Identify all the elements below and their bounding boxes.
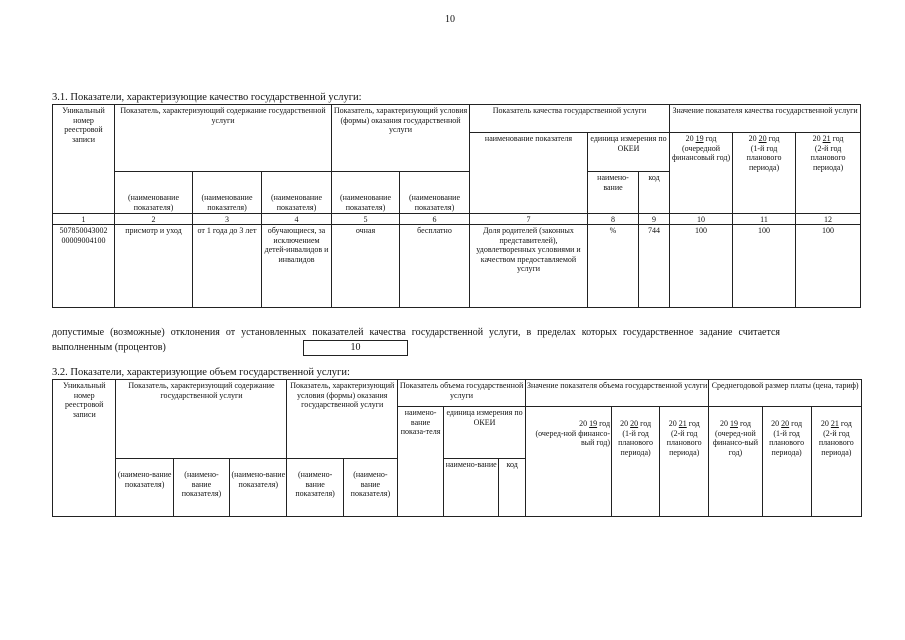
header-unit-okei: единица измерения по ОКЕИ [588, 133, 670, 172]
cell-condition-2: бесплатно [400, 225, 470, 308]
cell-value-year-2: 100 [733, 225, 796, 308]
header-fee-year-1: 20 19 год (очеред-ной финансо-вый год) [709, 407, 762, 517]
header-content: Показатель, характеризующий содержание государственной услуги [115, 105, 332, 172]
header-volume-year-3: 20 21 год (2-й год планового периода) [660, 407, 709, 517]
cell-content-3: обучающиеся, за исключением детей-инвалидов и инвалидов [262, 225, 332, 308]
header-indicator-name: наимено-вание показа-теля [398, 407, 444, 517]
col-number: 12 [796, 214, 861, 225]
cell-value-year-3: 100 [796, 225, 861, 308]
sub-name-2: (наименование показателя) [193, 172, 262, 214]
sub-name-4: (наимено-вание показателя) [287, 459, 343, 517]
col-number: 7 [470, 214, 588, 225]
sub-name-5: (наимено-вание показателя) [343, 459, 397, 517]
header-quality-value: Значение показателя качества государственной услуги [670, 105, 861, 133]
header-condition: Показатель, характеризующий условия (формы) оказания государственной услуги [332, 105, 470, 172]
registry-number: 507850043002 00009004100 [53, 225, 115, 308]
col-number: 9 [639, 214, 670, 225]
header-code: код [499, 459, 526, 517]
header-year-3: 20 21 год (2-й год планового периода) [796, 133, 861, 214]
sub-name-3: (наименование показателя) [262, 172, 332, 214]
col-number: 5 [332, 214, 400, 225]
col-number: 2 [115, 214, 193, 225]
cell-unit-code: 744 [639, 225, 670, 308]
col-number: 3 [193, 214, 262, 225]
header-condition: Показатель, характеризующий условия (формы) оказания государственной услуги [287, 380, 398, 459]
header-unit-name: наимено-вание [588, 172, 639, 214]
header-volume-indicator: Показатель объема государственной услуги [398, 380, 526, 407]
header-unique-number: Уникальный номер реестровой записи [53, 105, 115, 214]
quality-table [52, 104, 861, 308]
col-number: 11 [733, 214, 796, 225]
volume-table [52, 379, 862, 517]
deviation-text: допустимые (возможные) отклонения от установленных показателей качества государственной услуги, в пределах которых государственное задание считается выполненным (процентов) [52, 327, 780, 353]
header-indicator-name: наименование показателя [470, 133, 588, 214]
header-content: Показатель, характеризующий содержание государственной услуги [116, 380, 287, 459]
header-fee-year-2: 20 20 год (1-й год планового периода) [762, 407, 811, 517]
section-3-2-title: 3.2. Показатели, характеризующие объем государственной услуги: [52, 367, 350, 378]
col-number: 1 [53, 214, 115, 225]
deviation-value: 10 [303, 340, 408, 356]
cell-indicator-name: Доля родителей (законных представителей), удовлетворенных условиями и качеством предоставляемой услуги [470, 225, 588, 308]
section-3-1-title: 3.1. Показатели, характеризующие качество государственной услуги: [52, 92, 362, 103]
header-fee-year-3: 20 21 год (2-й год планового периода) [811, 407, 861, 517]
sub-name-1: (наимено-вание показателя) [116, 459, 173, 517]
cell-content-1: присмотр и уход [115, 225, 193, 308]
header-code: код [639, 172, 670, 214]
header-volume-year-1: 20 19 год (очеред-ной финансо-вый год) [526, 407, 612, 517]
col-number: 10 [670, 214, 733, 225]
sub-name-3: (наимено-вание показателя) [230, 459, 287, 517]
col-number: 8 [588, 214, 639, 225]
header-volume-year-2: 20 20 год (1-й год планового периода) [612, 407, 660, 517]
cell-condition-1: очная [332, 225, 400, 308]
header-unique-number: Уникальный номер реестровой записи [53, 380, 116, 517]
page-number: 10 [445, 14, 455, 25]
cell-unit-name: % [588, 225, 639, 308]
cell-value-year-1: 100 [670, 225, 733, 308]
header-fee: Среднегодовой размер платы (цена, тариф) [709, 380, 862, 407]
cell-content-2: от 1 года до 3 лет [193, 225, 262, 308]
col-number: 4 [262, 214, 332, 225]
header-volume-value: Значение показателя объема государственной услуги [526, 380, 709, 407]
header-year-1: 20 19 год (очередной финансовый год) [670, 133, 733, 214]
col-number: 6 [400, 214, 470, 225]
header-unit-name: наимено-вание [444, 459, 499, 517]
sub-name-4: (наименование показателя) [332, 172, 400, 214]
header-year-2: 20 20 год (1-й год планового периода) [733, 133, 796, 214]
header-quality-indicator: Показатель качества государственной услуги [470, 105, 670, 133]
header-unit-okei: единица измерения по ОКЕИ [444, 407, 526, 459]
sub-name-2: (наимено-вание показателя) [173, 459, 229, 517]
sub-name-5: (наименование показателя) [400, 172, 470, 214]
sub-name-1: (наименование показателя) [115, 172, 193, 214]
